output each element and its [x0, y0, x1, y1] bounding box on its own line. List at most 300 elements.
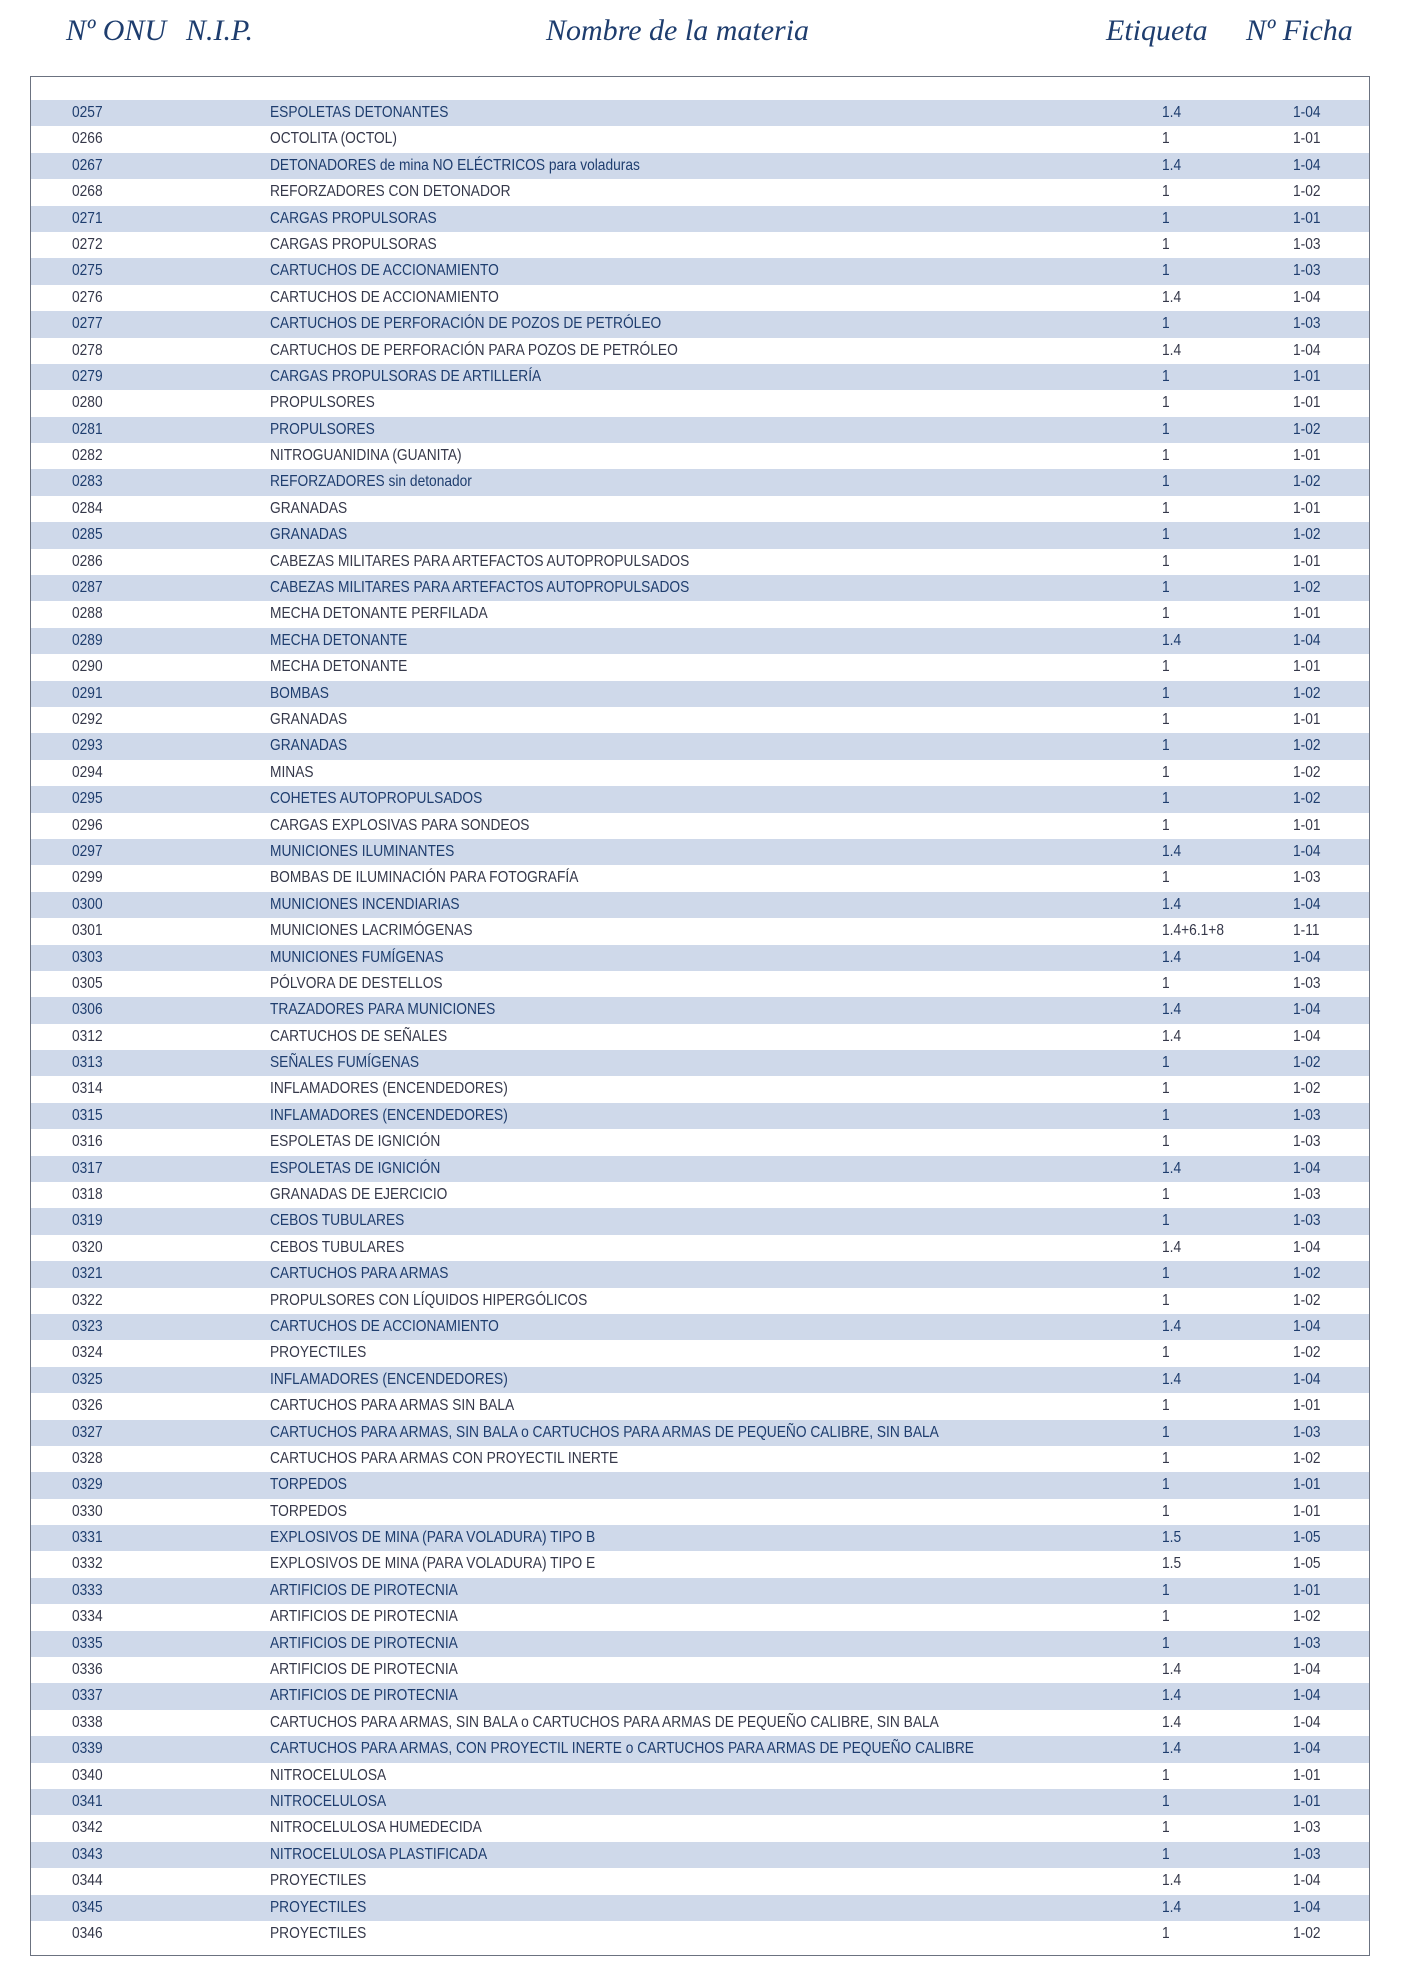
cell-name: PROPULSORES CON LÍQUIDOS HIPERGÓLICOS: [270, 1291, 588, 1309]
cell-ficha: 1-04: [1293, 341, 1321, 359]
cell-ficha: 1-03: [1293, 315, 1321, 333]
cell-onu: 0276: [72, 288, 103, 306]
cell-ficha: 1-04: [1293, 1687, 1321, 1705]
cell-onu: 0334: [72, 1608, 103, 1626]
cell-ficha: 1-04: [1293, 104, 1321, 121]
table-row: [31, 733, 1369, 759]
table-row: [31, 1420, 1369, 1446]
cell-name: CARTUCHOS DE PERFORACIÓN PARA POZOS DE PETRÓLEO: [270, 341, 678, 359]
table-row: [31, 1868, 1369, 1894]
cell-etiqueta: 1: [1162, 816, 1170, 834]
table-row: [31, 311, 1369, 337]
cell-name: NITROGUANIDINA (GUANITA): [270, 447, 462, 465]
cell-name: PROYECTILES: [270, 1872, 367, 1890]
table-row: [31, 786, 1369, 812]
table-row: [31, 1551, 1369, 1577]
cell-onu: 0338: [72, 1713, 103, 1731]
cell-etiqueta: 1.4: [1162, 288, 1182, 306]
cell-name: DETONADORES de mina NO ELÉCTRICOS para voladuras: [270, 156, 640, 174]
cell-ficha: 1-01: [1293, 1766, 1321, 1784]
cell-onu: 0284: [72, 499, 103, 517]
cell-name: COHETES AUTOPROPULSADOS: [270, 790, 483, 808]
cell-onu: 0320: [72, 1238, 103, 1256]
table-row: [31, 258, 1369, 284]
table-row: [31, 1314, 1369, 1340]
cell-onu: 0285: [72, 526, 103, 544]
cell-etiqueta: 1: [1162, 658, 1170, 676]
cell-name: MUNICIONES FUMÍGENAS: [270, 948, 444, 966]
cell-onu: 0289: [72, 631, 103, 649]
cell-onu: 0280: [72, 394, 103, 412]
cell-name: CARTUCHOS PARA ARMAS, SIN BALA o CARTUCHOS PARA ARMAS DE PEQUEÑO CALIBRE, SIN BALA: [270, 1713, 939, 1731]
cell-ficha: 1-01: [1293, 447, 1321, 465]
cell-ficha: 1-04: [1293, 1713, 1321, 1731]
cell-onu: 0306: [72, 1001, 103, 1019]
table-row: [31, 1736, 1369, 1762]
cell-onu: 0331: [72, 1529, 103, 1547]
cell-onu: 0300: [72, 895, 103, 913]
table-row: [31, 1393, 1369, 1419]
cell-etiqueta: 1: [1162, 605, 1170, 623]
cell-onu: 0317: [72, 1159, 103, 1177]
table-row: [31, 654, 1369, 680]
cell-etiqueta: 1: [1162, 1106, 1170, 1124]
cell-etiqueta: 1.5: [1162, 1529, 1182, 1547]
cell-onu: 0266: [72, 130, 103, 148]
cell-ficha: 1-02: [1293, 183, 1321, 201]
cell-etiqueta: 1.4: [1162, 842, 1182, 860]
cell-name: MUNICIONES ILUMINANTES: [270, 842, 455, 860]
cell-etiqueta: 1.4: [1162, 1001, 1182, 1019]
cell-onu: 0345: [72, 1898, 103, 1916]
cell-onu: 0291: [72, 684, 103, 702]
table-row: [31, 707, 1369, 733]
cell-name: PROYECTILES: [270, 1898, 367, 1916]
table-row: [31, 443, 1369, 469]
header-ficha: Nº Ficha: [1246, 14, 1353, 47]
table-row: [31, 1604, 1369, 1630]
cell-etiqueta: 1: [1162, 1291, 1170, 1309]
table-row: [31, 918, 1369, 944]
cell-etiqueta: 1.4: [1162, 1713, 1182, 1731]
cell-onu: 0282: [72, 447, 103, 465]
table-frame: [30, 76, 1370, 1956]
header-etiqueta: Etiqueta: [1106, 14, 1208, 47]
cell-ficha: 1-04: [1293, 895, 1321, 913]
table-row: [31, 1367, 1369, 1393]
cell-onu: 0286: [72, 552, 103, 570]
table-row: [31, 1446, 1369, 1472]
cell-onu: 0329: [72, 1476, 103, 1494]
cell-onu: 0279: [72, 367, 103, 385]
cell-ficha: 1-02: [1293, 1265, 1321, 1283]
cell-etiqueta: 1: [1162, 763, 1170, 781]
cell-onu: 0323: [72, 1317, 103, 1335]
cell-ficha: 1-04: [1293, 842, 1321, 860]
cell-onu: 0316: [72, 1133, 103, 1151]
table-row: [31, 760, 1369, 786]
table-row: [31, 865, 1369, 891]
cell-ficha: 1-04: [1293, 1872, 1321, 1890]
table-row: [31, 1129, 1369, 1155]
cell-etiqueta: 1: [1162, 473, 1170, 491]
cell-ficha: 1-01: [1293, 1476, 1321, 1494]
cell-ficha: 1-03: [1293, 262, 1321, 280]
cell-name: NITROCELULOSA HUMEDECIDA: [270, 1819, 482, 1837]
cell-name: CARTUCHOS PARA ARMAS, SIN BALA o CARTUCHOS PARA ARMAS DE PEQUEÑO CALIBRE, SIN BALA: [270, 1423, 939, 1441]
cell-onu: 0267: [72, 156, 103, 174]
cell-name: MINAS: [270, 763, 314, 781]
cell-ficha: 1-05: [1293, 1529, 1321, 1547]
cell-name: ARTIFICIOS DE PIROTECNIA: [270, 1634, 458, 1652]
cell-ficha: 1-02: [1293, 763, 1321, 781]
table-row: [31, 469, 1369, 495]
table-row: [31, 628, 1369, 654]
cell-onu: 0281: [72, 420, 103, 438]
cell-ficha: 1-02: [1293, 1449, 1321, 1467]
cell-name: CARTUCHOS PARA ARMAS: [270, 1265, 449, 1283]
cell-etiqueta: 1.4: [1162, 1370, 1182, 1388]
cell-name: MECHA DETONANTE: [270, 658, 408, 676]
cell-etiqueta: 1: [1162, 579, 1170, 597]
cell-etiqueta: 1: [1162, 1845, 1170, 1863]
cell-etiqueta: 1: [1162, 1449, 1170, 1467]
table-row: [31, 1288, 1369, 1314]
cell-onu: 0272: [72, 235, 103, 253]
cell-etiqueta: 1.4: [1162, 631, 1182, 649]
cell-etiqueta: 1: [1162, 130, 1170, 148]
cell-etiqueta: 1: [1162, 499, 1170, 517]
cell-etiqueta: 1: [1162, 526, 1170, 544]
cell-ficha: 1-02: [1293, 737, 1321, 755]
table-row: [31, 681, 1369, 707]
table-row: [31, 1340, 1369, 1366]
cell-etiqueta: 1: [1162, 1476, 1170, 1494]
cell-etiqueta: 1: [1162, 552, 1170, 570]
cell-name: PROYECTILES: [270, 1924, 367, 1942]
cell-name: ARTIFICIOS DE PIROTECNIA: [270, 1661, 458, 1679]
table-row: [31, 206, 1369, 232]
table-row: [31, 390, 1369, 416]
cell-ficha: 1-01: [1293, 1502, 1321, 1520]
cell-onu: 0275: [72, 262, 103, 280]
cell-onu: 0328: [72, 1449, 103, 1467]
cell-etiqueta: 1: [1162, 235, 1170, 253]
cell-etiqueta: 1.4: [1162, 104, 1182, 121]
cell-name: CARTUCHOS DE ACCIONAMIENTO: [270, 288, 499, 306]
cell-name: GRANADAS DE EJERCICIO: [270, 1186, 448, 1204]
cell-onu: 0292: [72, 710, 103, 728]
cell-etiqueta: 1: [1162, 869, 1170, 887]
cell-ficha: 1-02: [1293, 684, 1321, 702]
cell-name: CARGAS PROPULSORAS: [270, 209, 437, 227]
cell-etiqueta: 1.4+6.1+8: [1162, 922, 1224, 940]
cell-name: ARTIFICIOS DE PIROTECNIA: [270, 1687, 458, 1705]
cell-etiqueta: 1: [1162, 737, 1170, 755]
cell-ficha: 1-02: [1293, 1054, 1321, 1072]
table-row: [31, 1472, 1369, 1498]
cell-ficha: 1-04: [1293, 631, 1321, 649]
cell-etiqueta: 1: [1162, 790, 1170, 808]
cell-ficha: 1-03: [1293, 974, 1321, 992]
cell-ficha: 1-02: [1293, 1608, 1321, 1626]
cell-ficha: 1-03: [1293, 1106, 1321, 1124]
cell-onu: 0319: [72, 1212, 103, 1230]
cell-name: BOMBAS DE ILUMINACIÓN PARA FOTOGRAFÍA: [270, 869, 579, 887]
cell-onu: 0290: [72, 658, 103, 676]
cell-onu: 0257: [72, 104, 103, 121]
cell-etiqueta: 1: [1162, 394, 1170, 412]
cell-name: CARTUCHOS DE PERFORACIÓN DE POZOS DE PETRÓLEO: [270, 315, 662, 333]
cell-onu: 0314: [72, 1080, 103, 1098]
cell-onu: 0268: [72, 183, 103, 201]
cell-etiqueta: 1: [1162, 710, 1170, 728]
cell-ficha: 1-04: [1293, 1159, 1321, 1177]
table-row: [31, 1631, 1369, 1657]
cell-name: NITROCELULOSA: [270, 1793, 387, 1810]
cell-name: PROPULSORES: [270, 420, 375, 438]
table-row: [31, 1208, 1369, 1234]
cell-ficha: 1-03: [1293, 1186, 1321, 1204]
cell-name: TORPEDOS: [270, 1476, 347, 1494]
cell-onu: 0324: [72, 1344, 103, 1362]
cell-name: CARTUCHOS DE SEÑALES: [270, 1027, 448, 1045]
cell-name: CEBOS TUBULARES: [270, 1212, 405, 1230]
header-nip: N.I.P.: [186, 14, 253, 47]
cell-name: CARTUCHOS PARA ARMAS SIN BALA: [270, 1397, 515, 1415]
cell-ficha: 1-04: [1293, 1661, 1321, 1679]
cell-ficha: 1-01: [1293, 367, 1321, 385]
table-row: [31, 1103, 1369, 1129]
cell-ficha: 1-03: [1293, 1212, 1321, 1230]
cell-name: MUNICIONES LACRIMÓGENAS: [270, 922, 473, 940]
cell-name: PÓLVORA DE DESTELLOS: [270, 974, 443, 992]
cell-ficha: 1-02: [1293, 420, 1321, 438]
header-onu: Nº ONU: [66, 14, 167, 47]
cell-name: CARGAS PROPULSORAS DE ARTILLERÍA: [270, 367, 542, 385]
cell-ficha: 1-01: [1293, 552, 1321, 570]
table-row: [31, 813, 1369, 839]
cell-ficha: 1-03: [1293, 1845, 1321, 1863]
cell-name: CABEZAS MILITARES PARA ARTEFACTOS AUTOPROPULSADOS: [270, 579, 690, 597]
cell-onu: 0343: [72, 1845, 103, 1863]
cell-name: TORPEDOS: [270, 1502, 347, 1520]
cell-onu: 0341: [72, 1793, 103, 1810]
cell-ficha: 1-02: [1293, 790, 1321, 808]
table-row: [31, 549, 1369, 575]
cell-name: TRAZADORES PARA MUNICIONES: [270, 1001, 496, 1019]
cell-name: NITROCELULOSA: [270, 1766, 387, 1784]
cell-etiqueta: 1: [1162, 1080, 1170, 1098]
cell-etiqueta: 1: [1162, 974, 1170, 992]
table-row: [31, 153, 1369, 179]
cell-etiqueta: 1.4: [1162, 1238, 1182, 1256]
cell-onu: 0342: [72, 1819, 103, 1837]
cell-name: INFLAMADORES (ENCENDEDORES): [270, 1106, 508, 1124]
cell-onu: 0305: [72, 974, 103, 992]
cell-name: ESPOLETAS DE IGNICIÓN: [270, 1159, 441, 1177]
cell-name: ARTIFICIOS DE PIROTECNIA: [270, 1581, 458, 1599]
cell-name: INFLAMADORES (ENCENDEDORES): [270, 1370, 508, 1388]
cell-name: GRANADAS: [270, 499, 348, 517]
cell-onu: 0346: [72, 1924, 103, 1942]
cell-onu: 0321: [72, 1265, 103, 1283]
table-row: [31, 232, 1369, 258]
table-row: [31, 575, 1369, 601]
cell-etiqueta: 1: [1162, 367, 1170, 385]
cell-onu: 0283: [72, 473, 103, 491]
cell-onu: 0337: [72, 1687, 103, 1705]
table-row: [31, 1657, 1369, 1683]
cell-ficha: 1-02: [1293, 1291, 1321, 1309]
table-row: [31, 1235, 1369, 1261]
table-row: [31, 892, 1369, 918]
cell-name: ESPOLETAS DETONANTES: [270, 104, 449, 121]
cell-name: CARGAS PROPULSORAS: [270, 235, 437, 253]
table-row: [31, 971, 1369, 997]
cell-ficha: 1-02: [1293, 1924, 1321, 1942]
cell-etiqueta: 1.4: [1162, 1317, 1182, 1335]
cell-ficha: 1-05: [1293, 1555, 1321, 1573]
table-row: [31, 1578, 1369, 1604]
header-name: Nombre de la materia: [546, 14, 810, 47]
cell-name: CARTUCHOS PARA ARMAS, CON PROYECTIL INERTE o CARTUCHOS PARA ARMAS DE PEQUEÑO CALIBRE: [270, 1740, 974, 1758]
table-row: [31, 100, 1369, 126]
cell-name: SEÑALES FUMÍGENAS: [270, 1054, 420, 1072]
cell-onu: 0295: [72, 790, 103, 808]
cell-name: MUNICIONES INCENDIARIAS: [270, 895, 460, 913]
cell-name: INFLAMADORES (ENCENDEDORES): [270, 1080, 508, 1098]
cell-ficha: 1-01: [1293, 658, 1321, 676]
cell-name: GRANADAS: [270, 710, 348, 728]
cell-etiqueta: 1.4: [1162, 341, 1182, 359]
cell-ficha: 1-01: [1293, 499, 1321, 517]
cell-name: CEBOS TUBULARES: [270, 1238, 405, 1256]
cell-etiqueta: 1.4: [1162, 1027, 1182, 1045]
cell-onu: 0327: [72, 1423, 103, 1441]
cell-etiqueta: 1: [1162, 1608, 1170, 1626]
table-row: [31, 1050, 1369, 1076]
cell-ficha: 1-01: [1293, 394, 1321, 412]
cell-ficha: 1-02: [1293, 473, 1321, 491]
cell-name: CARTUCHOS DE ACCIONAMIENTO: [270, 1317, 499, 1335]
table-row: [31, 1921, 1369, 1947]
cell-onu: 0330: [72, 1502, 103, 1520]
cell-ficha: 1-04: [1293, 156, 1321, 174]
table-row: [31, 839, 1369, 865]
cell-ficha: 1-01: [1293, 209, 1321, 227]
cell-etiqueta: 1: [1162, 183, 1170, 201]
table-row: [31, 417, 1369, 443]
cell-onu: 0333: [72, 1581, 103, 1599]
cell-onu: 0296: [72, 816, 103, 834]
cell-ficha: 1-01: [1293, 1581, 1321, 1599]
cell-onu: 0318: [72, 1186, 103, 1204]
cell-onu: 0294: [72, 763, 103, 781]
cell-ficha: 1-02: [1293, 579, 1321, 597]
table-row: [31, 1024, 1369, 1050]
cell-onu: 0339: [72, 1740, 103, 1758]
table-row: [31, 1261, 1369, 1287]
table-row: [31, 945, 1369, 971]
table-row: [31, 601, 1369, 627]
cell-onu: 0315: [72, 1106, 103, 1124]
cell-etiqueta: 1.4: [1162, 1740, 1182, 1758]
cell-ficha: 1-03: [1293, 1819, 1321, 1837]
cell-onu: 0297: [72, 842, 103, 860]
table-row: [31, 1763, 1369, 1789]
cell-etiqueta: 1: [1162, 1924, 1170, 1942]
cell-onu: 0336: [72, 1661, 103, 1679]
cell-name: PROPULSORES: [270, 394, 375, 412]
cell-etiqueta: 1: [1162, 1344, 1170, 1362]
cell-ficha: 1-03: [1293, 235, 1321, 253]
cell-name: REFORZADORES CON DETONADOR: [270, 183, 511, 201]
cell-onu: 0277: [72, 315, 103, 333]
cell-etiqueta: 1: [1162, 1133, 1170, 1151]
cell-ficha: 1-04: [1293, 1238, 1321, 1256]
cell-onu: 0340: [72, 1766, 103, 1784]
table-row: [31, 496, 1369, 522]
cell-name: EXPLOSIVOS DE MINA (PARA VOLADURA) TIPO E: [270, 1555, 596, 1573]
cell-onu: 0344: [72, 1872, 103, 1890]
cell-etiqueta: 1: [1162, 1581, 1170, 1599]
cell-etiqueta: 1: [1162, 1212, 1170, 1230]
cell-name: NITROCELULOSA PLASTIFICADA: [270, 1845, 488, 1863]
table-row: [31, 522, 1369, 548]
cell-etiqueta: 1: [1162, 1766, 1170, 1784]
table-row: [31, 285, 1369, 311]
cell-name: BOMBAS: [270, 684, 329, 702]
table-row: [31, 1815, 1369, 1841]
cell-ficha: 1-02: [1293, 1080, 1321, 1098]
cell-onu: 0335: [72, 1634, 103, 1652]
cell-name: OCTOLITA (OCTOL): [270, 130, 397, 148]
cell-name: GRANADAS: [270, 737, 348, 755]
cell-ficha: 1-03: [1293, 1133, 1321, 1151]
cell-etiqueta: 1.4: [1162, 948, 1182, 966]
table-row: [31, 1683, 1369, 1709]
cell-name: CARTUCHOS DE ACCIONAMIENTO: [270, 262, 499, 280]
cell-etiqueta: 1: [1162, 1819, 1170, 1837]
table-row: [31, 364, 1369, 390]
cell-ficha: 1-04: [1293, 1898, 1321, 1916]
cell-name: PROYECTILES: [270, 1344, 367, 1362]
cell-ficha: 1-04: [1293, 948, 1321, 966]
cell-name: REFORZADORES sin detonador: [270, 473, 472, 491]
cell-etiqueta: 1: [1162, 1186, 1170, 1204]
cell-ficha: 1-03: [1293, 869, 1321, 887]
table-row: [31, 1076, 1369, 1102]
cell-onu: 0299: [72, 869, 103, 887]
cell-etiqueta: 1.4: [1162, 1159, 1182, 1177]
table-row: [31, 1182, 1369, 1208]
cell-onu: 0326: [72, 1397, 103, 1415]
cell-ficha: 1-01: [1293, 1793, 1321, 1810]
cell-ficha: 1-03: [1293, 1634, 1321, 1652]
cell-onu: 0287: [72, 579, 103, 597]
cell-ficha: 1-01: [1293, 605, 1321, 623]
cell-onu: 0325: [72, 1370, 103, 1388]
cell-name: MECHA DETONANTE PERFILADA: [270, 605, 488, 623]
cell-ficha: 1-01: [1293, 816, 1321, 834]
cell-etiqueta: 1: [1162, 447, 1170, 465]
cell-etiqueta: 1: [1162, 684, 1170, 702]
cell-onu: 0313: [72, 1054, 103, 1072]
table-row: [31, 1710, 1369, 1736]
cell-etiqueta: 1.5: [1162, 1555, 1182, 1573]
cell-ficha: 1-11: [1293, 922, 1320, 940]
